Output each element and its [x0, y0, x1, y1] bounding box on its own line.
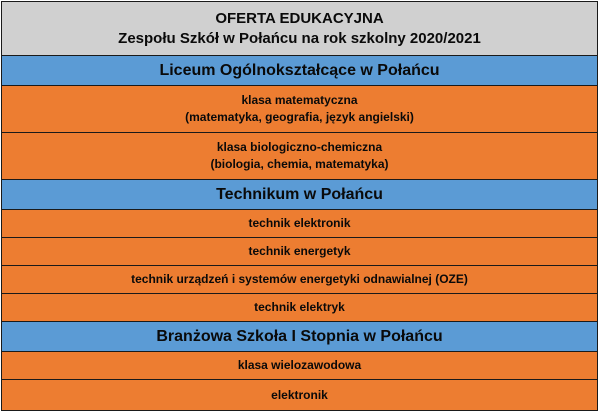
page-title: OFERTA EDUKACYJNA	[215, 9, 384, 27]
offer-row	[2, 352, 597, 380]
offer-row	[2, 294, 597, 322]
page-subtitle: Zespołu Szkół w Połańcu na rok szkolny 2020/2021	[118, 29, 481, 47]
offer-name: technik urządzeń i systemów energetyki odnawialnej (OZE)	[131, 272, 468, 286]
offer-name: klasa biologiczno-chemiczna	[216, 140, 383, 154]
school-row-branzowa	[2, 322, 597, 352]
offer-row	[2, 133, 597, 180]
offer-name: technik energetyk	[248, 244, 351, 258]
offer-subjects: (biologia, chemia, matematyka)	[210, 157, 389, 171]
offer-name: technik elektronik	[248, 216, 351, 230]
offer-name: klasa wielozawodowa	[237, 358, 362, 372]
offer-subjects: (matematyka, geografia, język angielski)	[185, 110, 414, 124]
offer-name: klasa matematyczna	[241, 93, 358, 107]
school-name: Branżowa Szkoła I Stopnia w Połańcu	[156, 327, 443, 345]
offer-name: technik elektryk	[254, 300, 345, 314]
offer-name: elektronik	[271, 387, 328, 402]
school-name: Technikum w Połańcu	[216, 185, 383, 203]
school-name: Liceum Ogólnokształcące w Połańcu	[159, 61, 440, 79]
offer-row	[2, 380, 597, 410]
offer-row	[2, 238, 597, 266]
offer-row	[2, 210, 597, 238]
school-row-technikum	[2, 180, 597, 210]
offer-row	[2, 266, 597, 294]
offer-row	[2, 86, 597, 133]
table-header	[2, 2, 597, 56]
education-offer-table	[1, 1, 598, 411]
school-row-liceum	[2, 56, 597, 86]
